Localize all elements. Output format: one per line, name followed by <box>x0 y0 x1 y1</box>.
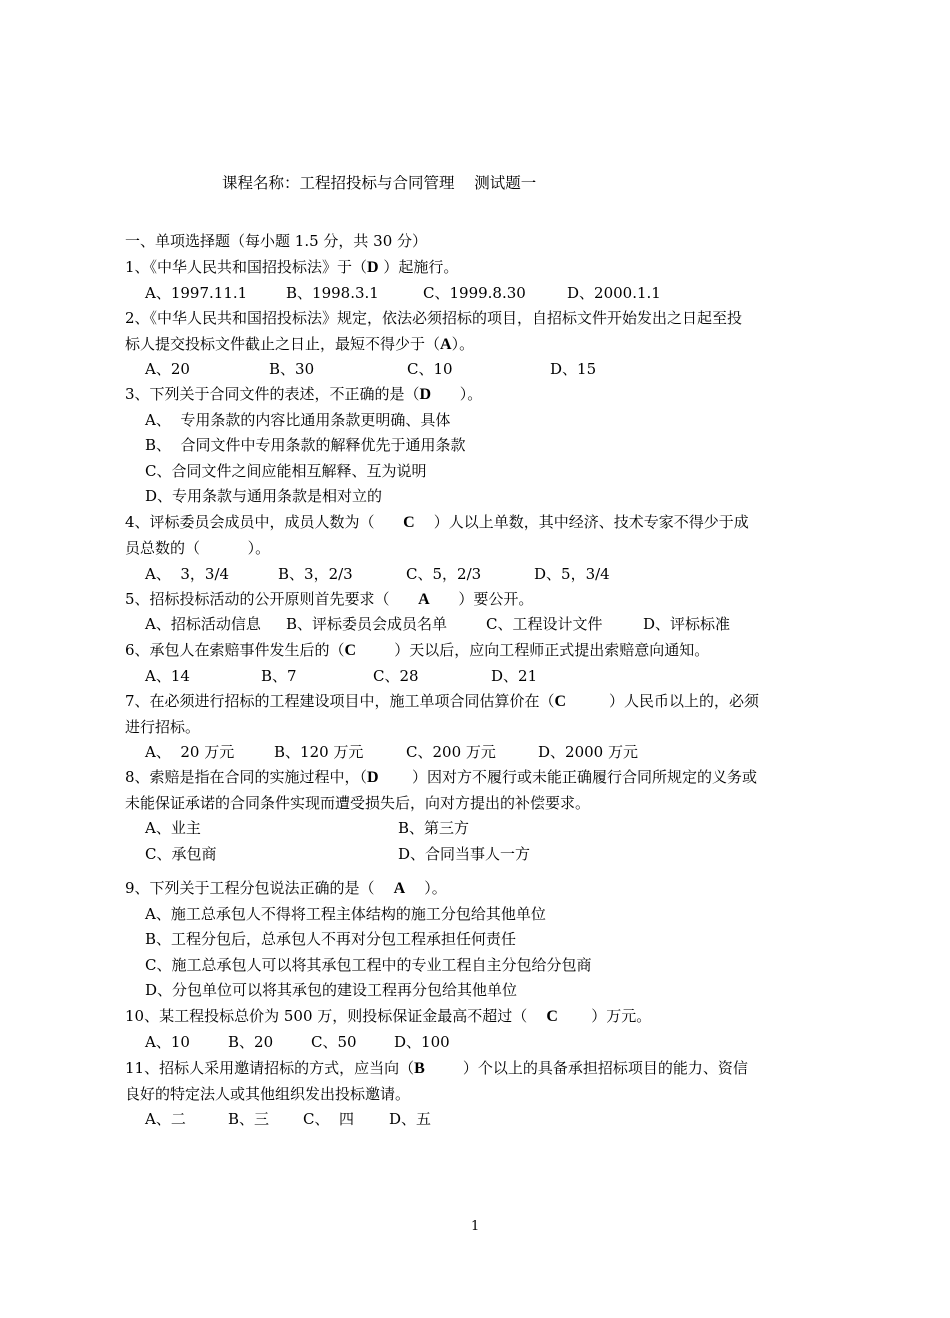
q5-option-c: C、工程设计文件 <box>486 615 603 633</box>
question-7-line-1: 7、在必须进行招标的工程建设项目中，施工单项合同估算价在（C ）人民币以上的，必须 <box>125 692 760 710</box>
question-1: 1、《中华人民共和国招投标法》于（D ）起施行。 <box>125 258 459 276</box>
q2-option-a: A、20 <box>145 360 190 378</box>
q11-option-b: B、三 <box>228 1110 270 1128</box>
question-4-line-2: 员总数的（ ）。 <box>125 539 271 557</box>
q10-option-a: A、10 <box>145 1033 190 1051</box>
q5-option-a: A、招标活动信息 <box>145 615 261 633</box>
q3-option-b: B、 合同文件中专用条款的解释优先于通用条款 <box>145 436 466 454</box>
q7-option-c: C、200 万元 <box>406 743 496 761</box>
answer-8: D <box>367 769 379 786</box>
q6-option-b: B、7 <box>261 667 297 685</box>
q6-option-c: C、28 <box>373 667 419 685</box>
q4-option-c: C、5，2/3 <box>406 565 482 583</box>
answer-3: D <box>419 386 432 403</box>
page-number: 1 <box>471 1219 480 1234</box>
q10-option-c: C、50 <box>311 1033 357 1051</box>
q7-option-d: D、2000 万元 <box>538 743 638 761</box>
q2-option-b: B、30 <box>269 360 315 378</box>
question-3: 3、下列关于合同文件的表述，不正确的是（D ）。 <box>125 385 483 403</box>
question-9: 9、下列关于工程分包说法正确的是（ A ）。 <box>125 879 447 897</box>
question-5: 5、招标投标活动的公开原则首先要求（ A ）要公开。 <box>125 590 534 608</box>
answer-5: A <box>418 591 430 608</box>
q1-option-b: B、1998.3.1 <box>286 284 379 302</box>
q10-option-b: B、20 <box>228 1033 274 1051</box>
q1-option-c: C、1999.8.30 <box>423 284 526 302</box>
q3-option-c: C、合同文件之间应能相互解释、互为说明 <box>145 462 427 480</box>
q4-option-d: D、5，3/4 <box>534 565 610 583</box>
q6-option-d: D、21 <box>491 667 538 685</box>
question-4-line-1: 4、评标委员会成员中，成员人数为（ C ）人以上单数，其中经济、技术专家不得少于成 <box>125 513 749 531</box>
q2-option-d: D、15 <box>550 360 597 378</box>
document-title: 课程名称：工程招投标与合同管理 测试题一 <box>222 174 537 192</box>
q5-option-d: D、评标标准 <box>643 615 731 633</box>
q7-option-b: B、120 万元 <box>274 743 364 761</box>
question-7-line-2: 进行招标。 <box>125 718 201 736</box>
q9-option-c: C、施工总承包人可以将其承包工程中的专业工程自主分包给分包商 <box>145 956 592 974</box>
question-6: 6、承包人在索赔事件发生后的（C ）天以后，应向工程师正式提出索赔意向通知。 <box>125 641 710 659</box>
q2-option-c: C、10 <box>407 360 453 378</box>
answer-11: B <box>414 1060 425 1077</box>
answer-2: A <box>440 336 452 353</box>
question-2-line-1: 2、《中华人民共和国招投标法》规定，依法必须招标的项目，自招标文件开始发出之日起至投 <box>125 309 743 327</box>
q3-option-a: A、 专用条款的内容比通用条款更明确、具体 <box>145 411 451 429</box>
q9-option-b: B、工程分包后，总承包人不再对分包工程承担任何责任 <box>145 930 517 948</box>
section-heading: 一、单项选择题（每小题 1.5 分，共 30 分） <box>125 232 428 250</box>
q4-option-b: B、3，2/3 <box>278 565 353 583</box>
q6-option-a: A、14 <box>145 667 190 685</box>
question-2-line-2: 标人提交投标文件截止之日止，最短不得少于（A）。 <box>125 335 475 353</box>
answer-4: C <box>403 514 415 531</box>
question-11-line-1: 11、招标人采用邀请招标的方式，应当向（B ）个以上的具备承担招标项目的能力、资信 <box>125 1059 748 1077</box>
question-10: 10、某工程投标总价为 500 万，则投标保证金最高不超过（ C ）万元。 <box>125 1007 652 1025</box>
question-11-line-2: 良好的特定法人或其他组织发出投标邀请。 <box>125 1085 411 1103</box>
q7-option-a: A、 20 万元 <box>145 743 235 761</box>
q3-option-d: D、专用条款与通用条款是相对立的 <box>145 487 383 505</box>
answer-7: C <box>554 693 567 710</box>
question-8-line-1: 8、索赔是指在合同的实施过程中，（D ）因对方不履行或未能正确履行合同所规定的义务或 <box>125 768 757 786</box>
question-8-line-2: 未能保证承诺的合同条件实现而遭受损失后，向对方提出的补偿要求。 <box>125 794 591 812</box>
q8-option-a: A、业主 <box>145 819 201 837</box>
q4-option-a: A、 3，3/4 <box>145 565 230 583</box>
q9-option-d: D、分包单位可以将其承包的建设工程再分包给其他单位 <box>145 981 518 999</box>
answer-10: C <box>546 1008 558 1025</box>
q9-option-a: A、施工总承包人不得将工程主体结构的施工分包给其他单位 <box>145 905 546 923</box>
q1-option-a: A、1997.11.1 <box>145 284 248 302</box>
q8-option-c: C、承包商 <box>145 845 217 863</box>
q10-option-d: D、100 <box>394 1033 450 1051</box>
q5-option-b: B、评标委员会成员名单 <box>286 615 448 633</box>
answer-9: A <box>393 880 406 897</box>
q11-option-d: D、五 <box>389 1110 432 1128</box>
answer-1: D <box>367 259 379 276</box>
q8-option-d: D、合同当事人一方 <box>398 845 531 863</box>
q11-option-c: C、 四 <box>303 1110 355 1128</box>
q11-option-a: A、二 <box>145 1110 186 1128</box>
answer-6: C <box>344 642 357 659</box>
q8-option-b: B、第三方 <box>398 819 470 837</box>
q1-option-d: D、2000.1.1 <box>567 284 661 302</box>
